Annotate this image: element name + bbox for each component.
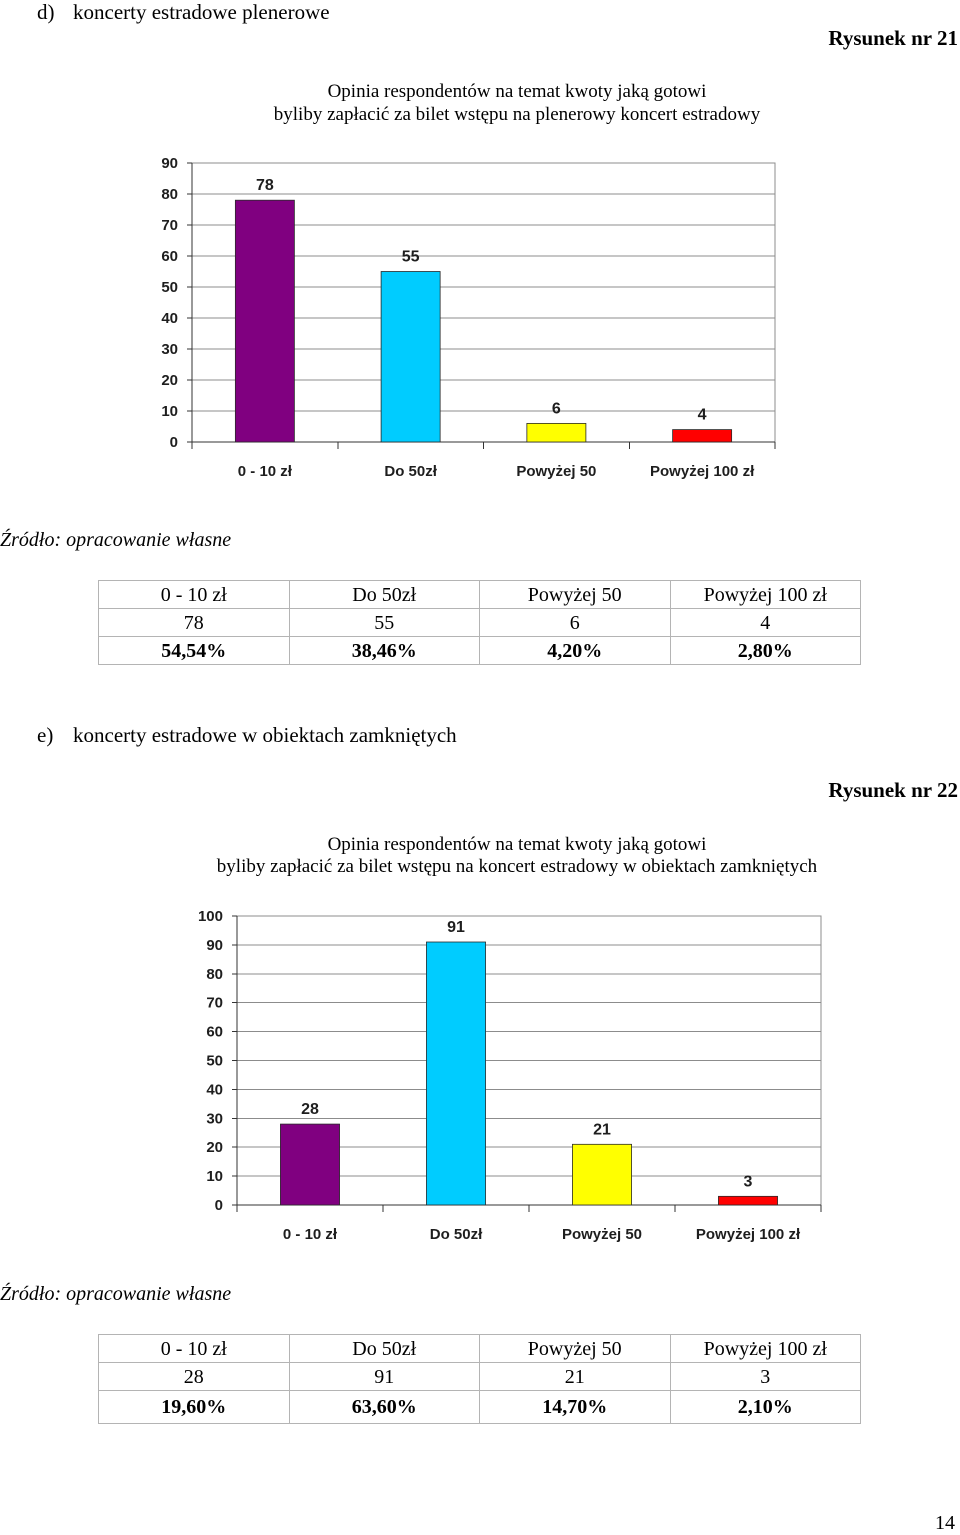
y-tick-label: 70 [161,217,178,234]
bar-chart [180,900,840,1250]
bar-powyzej-100 [718,1196,777,1205]
y-tick-label: 0 [169,434,178,451]
bar-do-50 [381,272,440,443]
y-tick-label: 20 [206,1139,223,1157]
data-table [98,1334,861,1424]
data-label: 55 [401,248,420,266]
table-cell: 54,54% [99,637,290,665]
table-cell: 2,80% [670,637,861,665]
bar-powyzej-100 [673,430,732,442]
y-tick-label: 80 [161,186,178,203]
category-label: Powyżej 50 [561,1226,643,1243]
category-label: Powyżej 100 zł [695,1226,801,1243]
y-tick-label: 10 [206,1168,223,1186]
category-label: Powyżej 100 zł [650,463,755,480]
bar-chart [140,150,790,490]
table-cell: 2,10% [670,1391,861,1424]
source-note: Źródło: opracowanie własne [0,529,232,551]
table-cell: 63,60% [289,1391,480,1424]
y-tick-label: 100 [197,908,223,925]
table-cell: Do 50zł [289,1335,480,1363]
table-cell: 19,60% [99,1391,290,1424]
table-cell: 38,46% [289,637,480,665]
y-tick-label: 70 [206,994,223,1012]
y-tick-label: 10 [161,403,178,420]
table-header-row [99,1335,861,1363]
data-label: 28 [301,1101,319,1119]
y-tick-label: 20 [161,372,178,389]
table-cell: 91 [289,1363,480,1391]
table-cell: 4 [670,609,861,637]
section-heading: koncerty estradowe w obiektach zamkniętych [73,723,457,747]
chart-title-line: byliby zapłacić za bilet wstępu na koncert estradowy w obiektach zamkniętych [216,856,818,877]
table-cell: 0 - 10 zł [99,581,290,609]
table-percent-row [99,1391,861,1424]
bar-do-50 [426,942,485,1205]
table-cell: 78 [99,609,290,637]
y-tick-label: 50 [206,1052,223,1070]
y-tick-label: 90 [161,155,178,172]
figure-label: Rysunek nr 21 [828,26,958,50]
bar-powyzej-50 [572,1144,631,1205]
table-cell: 0 - 10 zł [99,1335,290,1363]
y-tick-label: 80 [206,965,223,983]
table-cell: 3 [670,1363,861,1391]
table-cell: Powyżej 50 [480,581,671,609]
figure-label: Rysunek nr 22 [828,778,958,802]
category-label: 0 - 10 zł [237,463,292,480]
chart-title [74,834,960,878]
data-label: 6 [551,400,561,418]
y-tick-label: 90 [206,936,223,954]
data-label: 21 [593,1121,611,1139]
category-label: Do 50zł [384,463,437,480]
category-label: Powyżej 50 [516,463,597,480]
table-cell: 14,70% [480,1391,671,1424]
y-tick-label: 0 [214,1197,223,1214]
y-tick-label: 60 [161,248,178,265]
table-cell: Powyżej 100 zł [670,581,861,609]
data-label: 91 [447,919,465,937]
y-tick-label: 40 [161,310,178,327]
bar-0-10 [235,200,294,442]
section-letter: d) [37,0,55,24]
y-tick-label: 30 [206,1110,223,1128]
chart-title [74,80,960,126]
table-cell: Powyżej 50 [480,1335,671,1363]
y-tick-label: 60 [206,1023,223,1041]
table-count-row [99,609,861,637]
y-tick-label: 40 [206,1081,223,1099]
y-tick-label: 30 [161,341,178,358]
section-letter: e) [37,723,54,747]
table-cell: 6 [480,609,671,637]
section-heading: koncerty estradowe plenerowe [73,0,330,24]
table-cell: 4,20% [480,637,671,665]
table-cell: 21 [480,1363,671,1391]
table-count-row [99,1363,861,1391]
table-cell: 55 [289,609,480,637]
data-label: 4 [697,406,707,424]
chart-title-line: Opinia respondentów na temat kwoty jaką gotowi [327,81,707,102]
bar-powyzej-50 [527,423,586,442]
category-label: 0 - 10 zł [282,1226,338,1243]
y-tick-label: 50 [161,279,178,296]
data-label: 78 [255,177,274,195]
table-percent-row [99,637,861,665]
data-label: 3 [743,1173,753,1191]
page-number: 14 [935,1512,955,1534]
chart-title-line: Opinia respondentów na temat kwoty jaką gotowi [327,834,707,855]
table-cell: 28 [99,1363,290,1391]
category-label: Do 50zł [429,1226,483,1243]
data-table [98,580,861,665]
source-note: Źródło: opracowanie własne [0,1283,232,1305]
table-header-row [99,581,861,609]
bar-0-10 [280,1124,339,1205]
table-cell: Do 50zł [289,581,480,609]
chart-title-line: byliby zapłacić za bilet wstępu na plenerowy koncert estradowy [273,104,761,125]
table-cell: Powyżej 100 zł [670,1335,861,1363]
